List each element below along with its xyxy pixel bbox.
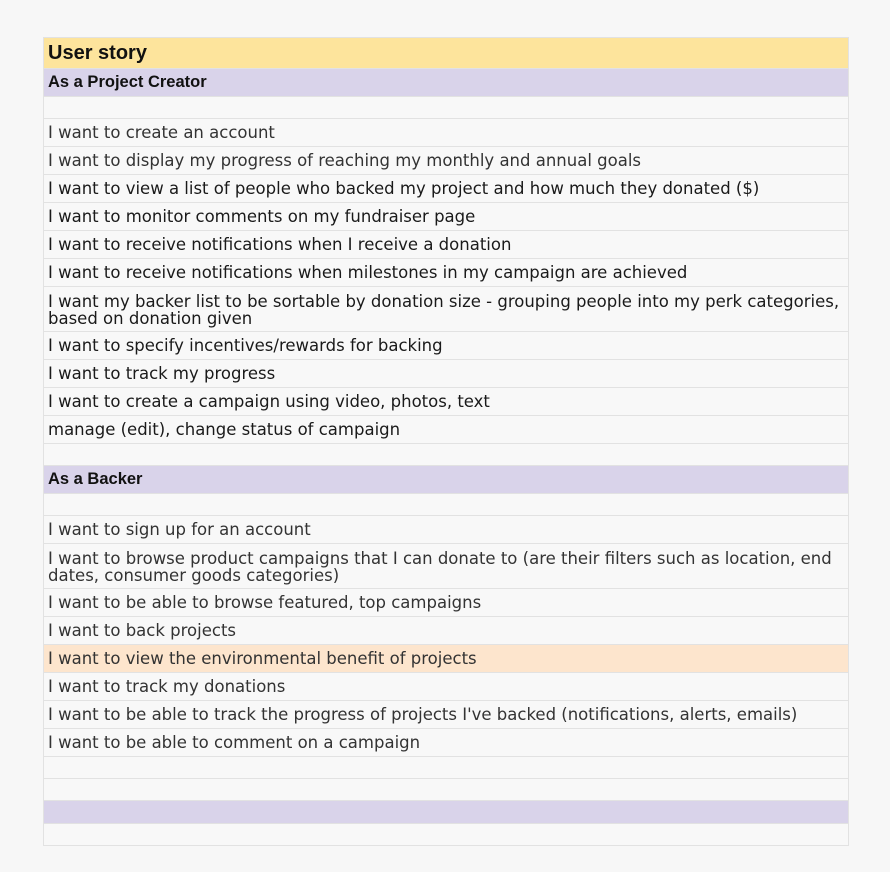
- section-header-project-creator[interactable]: As a Project Creator: [44, 69, 848, 97]
- story-row[interactable]: I want to create a campaign using video, photos, text: [44, 388, 848, 416]
- empty-row[interactable]: [44, 97, 848, 119]
- story-row[interactable]: I want to specify incentives/rewards for backing: [44, 332, 848, 360]
- story-row-highlighted[interactable]: I want to view the environmental benefit of projects: [44, 645, 848, 673]
- story-row[interactable]: I want to create an account: [44, 119, 848, 147]
- story-row[interactable]: I want to be able to track the progress of projects I've backed (notifications, alerts, emails): [44, 701, 848, 729]
- section-header-empty[interactable]: [44, 801, 848, 824]
- story-row[interactable]: I want to display my progress of reaching my monthly and annual goals: [44, 147, 848, 175]
- sheet-title[interactable]: User story: [44, 37, 848, 69]
- story-row[interactable]: I want to browse product campaigns that I can donate to (are their filters such as location, end dates, consumer goods categories): [44, 544, 848, 589]
- story-row[interactable]: I want my backer list to be sortable by donation size - grouping people into my perk categories, based on donation given: [44, 287, 848, 332]
- story-row[interactable]: I want to receive notifications when milestones in my campaign are achieved: [44, 259, 848, 287]
- empty-row[interactable]: [44, 824, 848, 846]
- story-row[interactable]: I want to back projects: [44, 617, 848, 645]
- story-row[interactable]: I want to view a list of people who backed my project and how much they donated ($): [44, 175, 848, 203]
- story-row[interactable]: I want to receive notifications when I receive a donation: [44, 231, 848, 259]
- empty-row[interactable]: [44, 494, 848, 516]
- story-row[interactable]: I want to track my progress: [44, 360, 848, 388]
- empty-row[interactable]: [44, 779, 848, 801]
- story-row[interactable]: I want to sign up for an account: [44, 516, 848, 544]
- empty-row[interactable]: [44, 757, 848, 779]
- story-row[interactable]: I want to monitor comments on my fundraiser page: [44, 203, 848, 231]
- story-row[interactable]: I want to be able to browse featured, top campaigns: [44, 589, 848, 617]
- empty-row[interactable]: [44, 444, 848, 466]
- story-row[interactable]: manage (edit), change status of campaign: [44, 416, 848, 444]
- story-row[interactable]: I want to track my donations: [44, 673, 848, 701]
- section-header-backer[interactable]: As a Backer: [44, 466, 848, 494]
- user-story-sheet: [43, 37, 849, 846]
- story-row[interactable]: I want to be able to comment on a campaign: [44, 729, 848, 757]
